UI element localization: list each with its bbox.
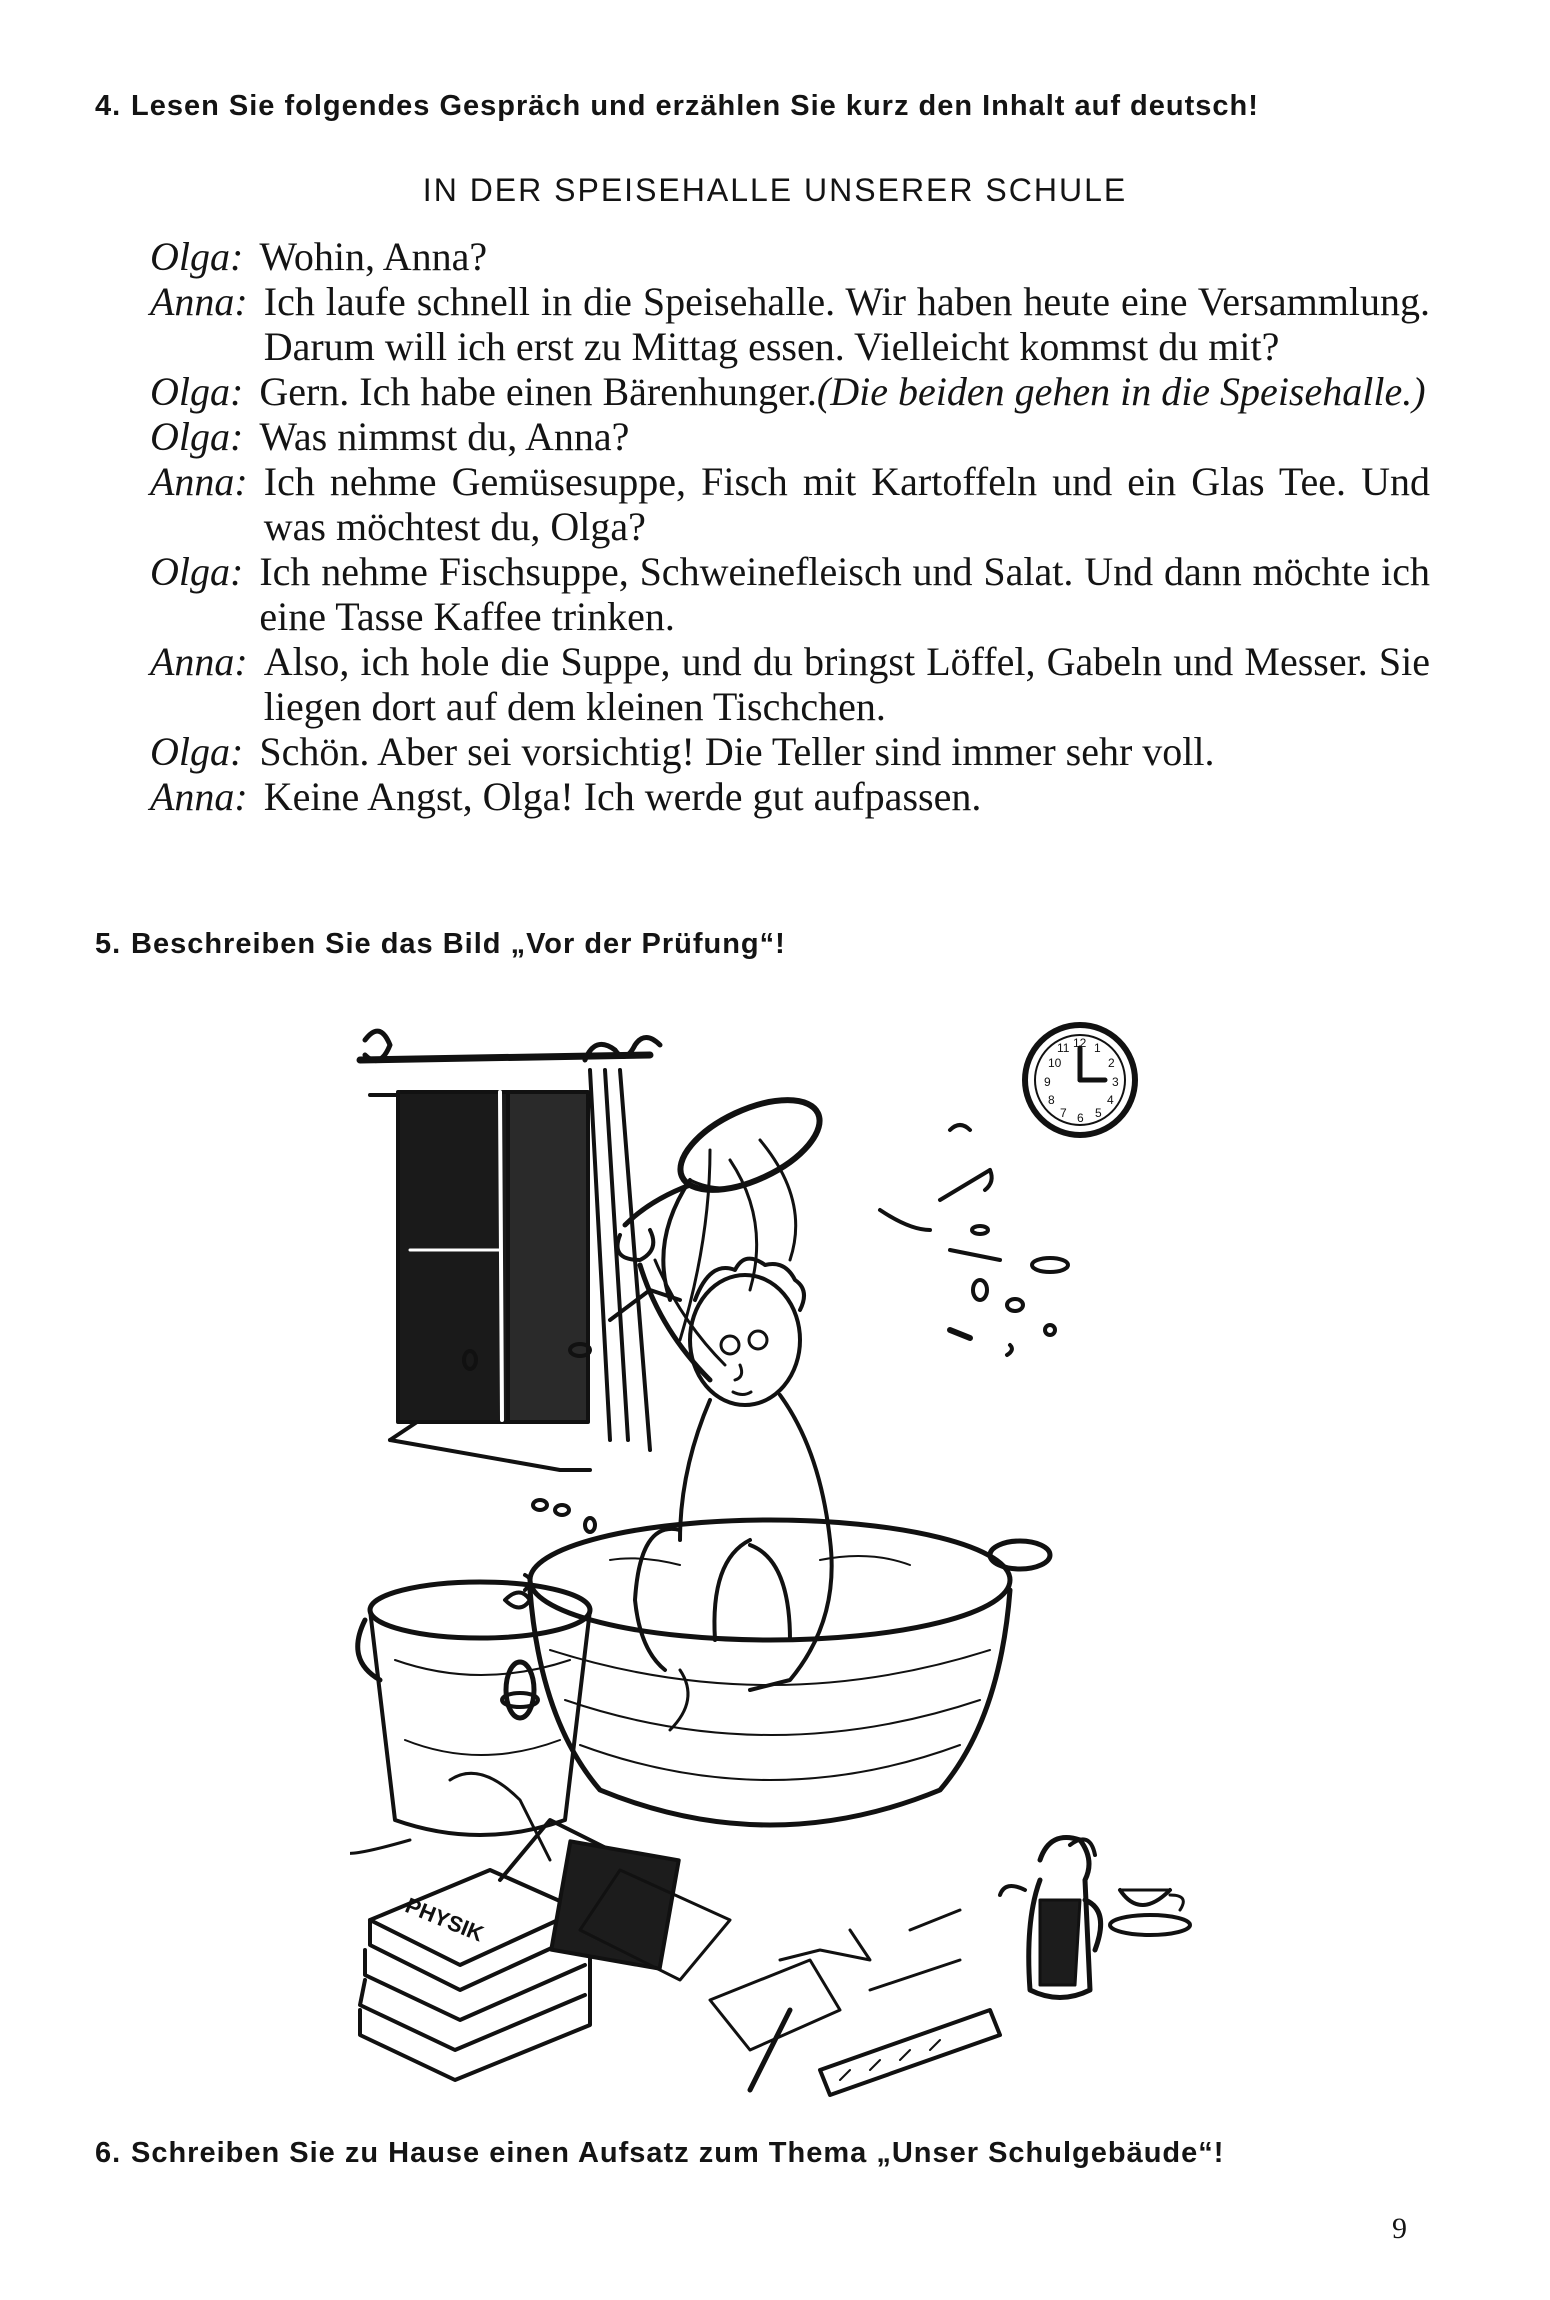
speaker-label: Olga:	[150, 414, 244, 459]
clock-numeral: 2	[1108, 1056, 1115, 1070]
clock-numeral: 4	[1107, 1093, 1114, 1107]
dialog-turn	[150, 639, 1430, 729]
window	[360, 1031, 660, 1470]
dialog-line: Also, ich hole die Suppe, und du bringst Löffel, Gabeln und Messer. Sie liegen dort auf dem kleinen Tischchen.	[263, 639, 1430, 729]
dialog-line: Ich nehme Fischsuppe, Schweinefleisch und Salat. Und dann möchte ich eine Tasse Kaffee trinken.	[259, 549, 1430, 639]
speaker-label: Olga:	[150, 549, 244, 594]
dialog-turn	[150, 234, 1430, 279]
bathtub	[506, 1520, 1050, 1825]
dialog-title: IN DER SPEISEHALLE UNSERER SCHULE	[422, 172, 1128, 208]
exercise-6-number: 6.	[95, 2137, 122, 2169]
clock-numeral: 8	[1048, 1093, 1055, 1107]
exercise-4-number: 4.	[95, 90, 122, 122]
stage-direction: (Die beiden gehen in die Speisehalle.)	[816, 369, 1426, 414]
dialog-line-text: Gern. Ich habe einen Bärenhunger.	[259, 369, 817, 414]
clock-numeral: 5	[1095, 1106, 1102, 1120]
exam-illustration	[350, 1000, 1230, 2100]
speaker-label: Olga:	[150, 729, 244, 774]
boy	[635, 1259, 832, 1730]
exercise-6-heading	[95, 2133, 1425, 2173]
exercise-5-text: Beschreiben Sie das Bild „Vor der Prüfung“!	[131, 928, 786, 960]
exercise-5-number: 5.	[95, 928, 122, 960]
clock-numeral: 10	[1048, 1056, 1062, 1070]
clock-numeral: 1	[1094, 1041, 1101, 1055]
dialog-turn	[150, 279, 1430, 369]
dialog-turn	[150, 549, 1430, 639]
pouring-bowl	[618, 1082, 833, 1260]
speaker-label: Anna:	[150, 639, 248, 684]
dialog-turn	[150, 369, 1430, 414]
clock-numeral: 7	[1060, 1106, 1067, 1120]
dialog-line: Ich nehme Gemüsesuppe, Fisch mit Kartoffeln und ein Glas Tee. Und was möchtest du, Olga?	[263, 459, 1430, 549]
physik-book-label: PHYSIK	[401, 1892, 488, 1947]
exercise-4-heading	[95, 86, 1425, 126]
speaker-label: Anna:	[150, 774, 248, 819]
speaker-label: Olga:	[150, 369, 244, 414]
dialog-turn	[150, 414, 1430, 459]
dialog-line: Keine Angst, Olga! Ich werde gut aufpassen.	[263, 774, 982, 819]
dialog-turn	[150, 774, 1430, 819]
dialog-turn	[150, 729, 1430, 774]
speaker-label: Anna:	[150, 459, 248, 504]
dialog	[150, 234, 1430, 819]
dialog-line: Wohin, Anna?	[259, 234, 488, 279]
clock-numeral: 12	[1073, 1036, 1087, 1050]
exercise-5-heading	[95, 924, 1425, 964]
exercise-6-text: Schreiben Sie zu Hause einen Aufsatz zum Thema „Unser Schulgebäude“!	[131, 2137, 1225, 2169]
coffee-cup	[1110, 1890, 1190, 1935]
speaker-label: Anna:	[150, 279, 248, 324]
speaker-label: Olga:	[150, 234, 244, 279]
exercise-4-text: Lesen Sie folgendes Gespräch und erzählen Sie kurz den Inhalt auf deutsch!	[131, 90, 1259, 122]
clock-numeral: 9	[1044, 1075, 1051, 1089]
dialog-line: Was nimmst du, Anna?	[259, 414, 630, 459]
dialog-line: Ich laufe schnell in die Speisehalle. Wir haben heute eine Versammlung. Darum will ich erst zu Mittag essen. Vielleicht kommst du mit?	[263, 279, 1430, 369]
book-stack	[360, 1773, 679, 2080]
page-number: 9	[1392, 2212, 1407, 2245]
coffee-pot	[1000, 1838, 1101, 1998]
clock-numeral: 11	[1057, 1041, 1070, 1055]
dialog-turn	[150, 459, 1430, 549]
clock-numeral: 3	[1112, 1075, 1119, 1089]
dialog-line: Schön. Aber sei vorsichtig! Die Teller sind immer sehr voll.	[259, 729, 1215, 774]
clock-numeral: 6	[1077, 1111, 1084, 1125]
dialog-line	[259, 369, 1430, 414]
